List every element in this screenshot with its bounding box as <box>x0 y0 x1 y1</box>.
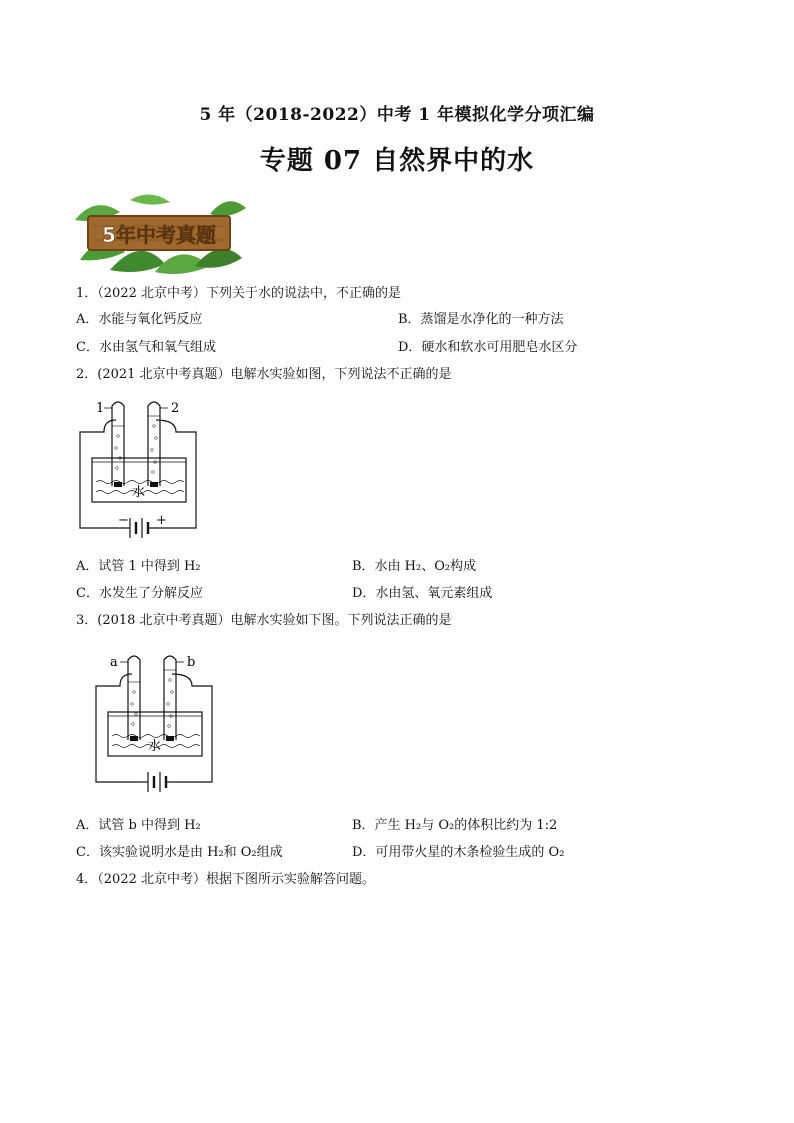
question-2-option-d: D．水由氢、氧元素组成 <box>352 586 493 601</box>
question-3-option-d: D．可用带火星的木条检验生成的 O₂ <box>352 845 565 860</box>
section-banner <box>70 190 248 276</box>
electrolysis-diagram-2 <box>92 648 218 800</box>
question-2-option-b: B．水由 H₂、O₂构成 <box>352 559 477 574</box>
question-4-stem: 4．（2022 北京中考）根据下图所示实验解答问题。 <box>76 872 375 887</box>
question-3-stem: 3．(2018 北京中考真题）电解水实验如下图。下列说法正确的是 <box>76 613 452 628</box>
question-1-option-b: B．蒸馏是水净化的一种方法 <box>398 312 564 327</box>
question-1-stem: 1．（2022 北京中考）下列关于水的说法中，不正确的是 <box>76 286 401 301</box>
question-2-option-a: A．试管 1 中得到 H₂ <box>76 559 201 574</box>
document-title: 专题 07 自然界中的水 <box>259 146 535 176</box>
tube-label-1: 1 <box>96 401 105 416</box>
question-2-stem: 2．(2021 北京中考真题）电解水实验如图，下列说法不正确的是 <box>76 367 452 382</box>
electrolysis-diagram-1 <box>76 396 202 546</box>
tube-label-2: 2 <box>171 401 180 416</box>
question-1-option-c: C．水由氢气和氧气组成 <box>76 340 216 355</box>
document-subtitle: 5 年（2018-2022）中考 1 年模拟化学分项汇编 <box>199 105 595 125</box>
tube-label-b: b <box>187 655 196 670</box>
banner-text: 5年中考真题 <box>102 223 216 247</box>
question-2-option-c: C．水发生了分解反应 <box>76 586 203 601</box>
tube-label-a: a <box>110 655 118 670</box>
water-label-2: 水 <box>148 739 162 754</box>
battery-positive-label: + <box>156 513 167 528</box>
question-3-option-c: C．该实验说明水是由 H₂和 O₂组成 <box>76 845 283 860</box>
question-3-option-b: B．产生 H₂与 O₂的体积比约为 1:2 <box>352 818 558 833</box>
question-1-option-d: D．硬水和软水可用肥皂水区分 <box>398 340 578 355</box>
water-label: 水 <box>132 485 146 500</box>
question-3-option-a: A．试管 b 中得到 H₂ <box>76 818 201 833</box>
battery-negative-label: − <box>118 513 129 528</box>
question-1-option-a: A．水能与氧化钙反应 <box>76 312 203 327</box>
